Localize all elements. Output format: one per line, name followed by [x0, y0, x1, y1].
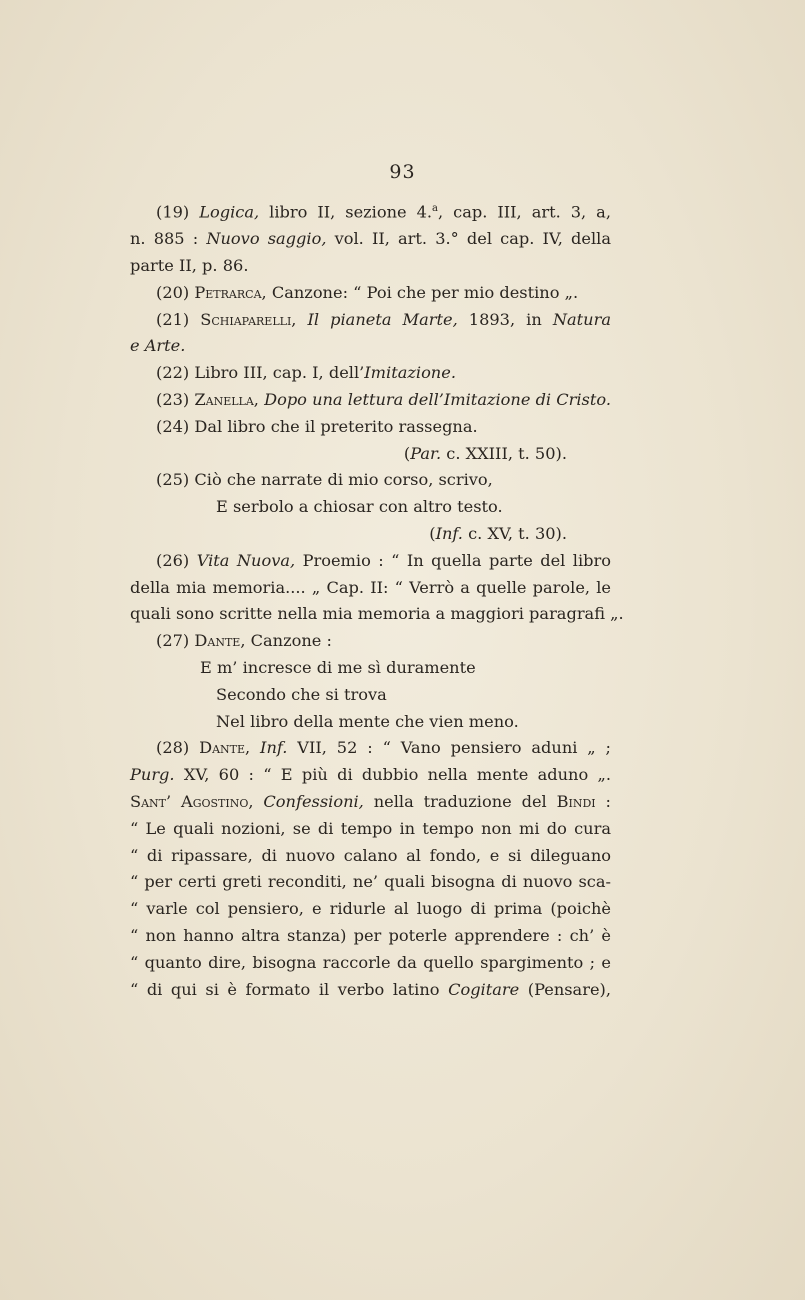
citation-ref: c. XXIII, t. 50).	[441, 443, 567, 463]
note-26-line-1	[130, 548, 611, 575]
note-number: (24)	[156, 416, 190, 436]
note-25-ref: (Inf. c. XV, t. 30).	[429, 523, 567, 543]
note-21	[130, 307, 611, 334]
note-25	[130, 467, 611, 494]
note-text: libro II, sezione 4.	[259, 202, 433, 222]
author-name: Zanella	[194, 389, 254, 409]
author-name: Bindi	[556, 791, 596, 811]
page-number: 93	[389, 161, 416, 183]
note-19-line-2	[130, 226, 611, 253]
note-number: (27)	[156, 631, 190, 651]
note-text: “ di qui si è formato il verbo latino	[130, 979, 449, 999]
note-28-cont	[130, 762, 611, 1003]
author-name: Dante	[199, 738, 246, 758]
note-21-line-1: (21) Schiaparelli, Il pianeta Marte, 1893, in Natura	[156, 309, 611, 329]
quote-line: “ varle col pensiero, e ridurle al luogo di prima (poichè	[130, 899, 611, 919]
note-21-cont	[130, 333, 611, 360]
quote-line	[130, 977, 611, 1004]
note-text: n. 885 :	[130, 229, 207, 249]
author-name: Petrarca	[194, 282, 262, 302]
note-27-verse-1: E m’ incresce di me sì duramente	[200, 657, 476, 677]
note-20	[130, 280, 611, 307]
note-23-line: (23) Zanella, Dopo una lettura dell’Imitazione di Cristo.	[156, 389, 611, 409]
note-text: Libro III, cap. I, dell’	[194, 363, 365, 383]
italic-title: Nuovo saggio,	[206, 229, 327, 249]
note-text: nella traduzione del	[363, 791, 557, 811]
italic-title: Vita Nuova,	[196, 550, 296, 570]
note-text: , Canzone :	[240, 631, 332, 651]
note-number: (21)	[156, 309, 190, 329]
note-27-line	[130, 628, 611, 655]
note-26-cont	[130, 575, 624, 629]
note-27-verse-2: Secondo che si trova	[216, 684, 387, 704]
quote-line: “ non hanno altra stanza) per poterle apprendere : ch’ è	[130, 925, 611, 945]
note-28-line-2	[130, 762, 611, 789]
note-number: (23)	[156, 389, 190, 409]
note-number: (19)	[156, 202, 190, 222]
note-26-line-3: quali sono scritte nella mia memoria a maggiori paragrafi „.	[130, 604, 624, 624]
note-27	[130, 628, 611, 655]
verse-line: Dal libro che il preterito rassegna.	[194, 416, 478, 436]
note-text: 1893, in	[457, 309, 553, 329]
author-name: Sant’ Agostino	[130, 791, 249, 811]
quote-line: “ per certi greti reconditi, ne’ quali bisogna di nuovo sca-	[130, 872, 611, 892]
author-name: Dante	[194, 631, 241, 651]
note-19	[130, 196, 611, 226]
notes-body	[130, 196, 624, 1003]
italic-title: Imitazione.	[364, 363, 456, 383]
note-number: (28)	[156, 738, 190, 758]
note-20-line	[130, 280, 611, 307]
italic-title: Dopo una lettura dell’Imitazione di Cristo.	[264, 389, 611, 409]
author-name: Schiaparelli	[200, 309, 292, 329]
note-text: vol. II, art. 3.° del cap. IV, della	[326, 229, 611, 249]
quote-line: “ Le quali nozioni, se di tempo in tempo non mi do cura	[130, 818, 611, 838]
note-24-ref: (Par. c. XXIII, t. 50).	[403, 443, 567, 463]
note-23	[130, 387, 611, 414]
note-19-line-1	[130, 196, 611, 226]
note-28	[130, 735, 611, 762]
note-22-line	[130, 360, 611, 387]
italic-title: e Arte.	[130, 336, 186, 356]
verse-line: Ciò che narrate di mio corso, scrivo,	[194, 470, 493, 490]
superscript: a	[432, 203, 439, 214]
italic-title: Inf.	[260, 738, 288, 758]
note-28-line-3: Sant’ Agostino, Confessioni, nella traduzione del Bindi :	[130, 791, 611, 811]
italic-title: Il pianeta Marte,	[307, 309, 458, 329]
note-26	[130, 548, 611, 575]
note-text: (Pensare),	[519, 979, 611, 999]
note-19-cont	[130, 226, 611, 280]
italic-title: Logica,	[199, 202, 260, 222]
note-number: (20)	[156, 282, 190, 302]
italic-title: Purg.	[130, 765, 175, 785]
italic-title: Confessioni,	[263, 791, 364, 811]
italic-title: Cogitare	[448, 979, 520, 999]
note-text: Proemio : “ In quella parte del libro	[295, 550, 611, 570]
note-text: , Canzone: “ Poi che per mio destino „.	[261, 282, 579, 302]
quote-line: “ di ripassare, di nuovo calano al fondo, e si dileguano	[130, 845, 611, 865]
note-19-line-3: parte II, p. 86.	[130, 255, 249, 275]
note-25-verse-2: E serbolo a chiosar con altro testo.	[216, 497, 503, 517]
note-number: (26)	[156, 550, 190, 570]
note-text: :	[595, 791, 611, 811]
citation-ref: c. XV, t. 30).	[462, 523, 567, 543]
note-26-line-2: della mia memoria.... „ Cap. II: “ Verrò a quelle parole, le	[130, 577, 611, 597]
note-number: (22)	[156, 363, 190, 383]
note-24-line	[130, 414, 611, 441]
note-25-line-1	[130, 467, 611, 494]
quote-line: “ quanto dire, bisogna raccorle da quello spargimento ; e	[130, 952, 611, 972]
note-28-line-1: (28) Dante, Inf. VII, 52 : “ Vano pensiero aduni „ ;	[156, 738, 611, 758]
note-27-verse-3: Nel libro della mente che vien meno.	[216, 711, 519, 731]
note-text: , cap. III, art. 3, a,	[438, 202, 611, 222]
italic-title: Par.	[410, 443, 442, 463]
note-text: XV, 60 : “ E più di dubbio nella mente aduno „.	[174, 765, 611, 785]
note-text: VII, 52 : “ Vano pensiero aduni „ ;	[287, 738, 611, 758]
italic-title: Inf.	[435, 523, 463, 543]
note-24	[130, 414, 611, 441]
italic-title: Natura	[552, 309, 611, 329]
note-22	[130, 360, 611, 387]
note-number: (25)	[156, 470, 190, 490]
